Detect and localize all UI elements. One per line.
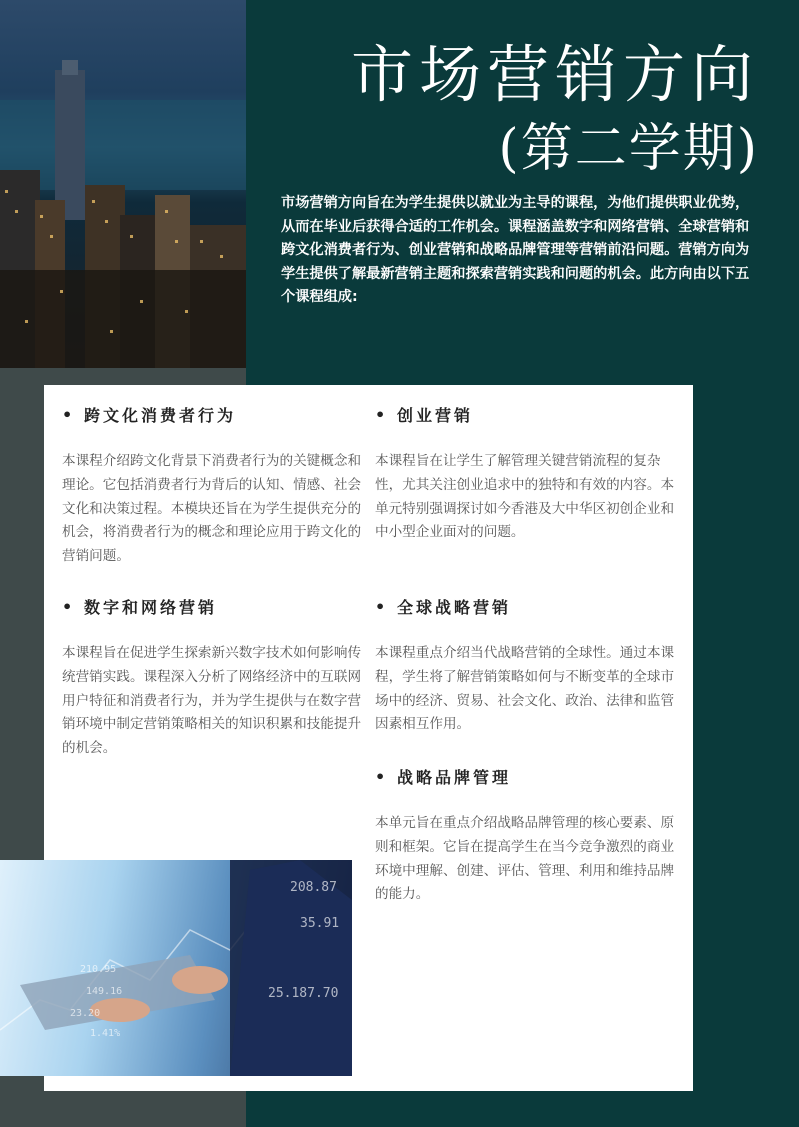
- business-tablet-photo: [0, 860, 352, 1076]
- course-description: 本课程旨在让学生了解管理关键营销流程的复杂性，尤其关注创业追求中的独特和有效的内容。本单元特别强调探讨如今香港及大中华区初创企业和中小型企业面对的问题。: [375, 453, 675, 541]
- bullet: •: [375, 767, 386, 786]
- course-cross-cultural: [62, 403, 362, 569]
- photo-number: 208.87: [290, 880, 337, 895]
- bullet: •: [62, 405, 73, 424]
- course-heading: [375, 765, 675, 788]
- course-brand: [375, 765, 675, 907]
- course-heading: [62, 403, 362, 426]
- photo-number: 23.20: [70, 1008, 101, 1019]
- photo-number: 25.187.70: [268, 986, 339, 1001]
- intro-paragraph: 市场营销方向旨在为学生提供以就业为主导的课程，为他们提供职业优势，从而在毕业后获得合适的工作机会。课程涵盖数字和网络营销、全球营销和跨文化消费者行为、创业营销和战略品牌管理等营销前沿问题。营销方向为学生提供了解最新营销主题和探索营销实践和问题的机会。此方向由以下五个课程组成:: [281, 195, 750, 305]
- title-line-2: (第二学期): [498, 119, 759, 179]
- photo-number: 1.41%: [90, 1028, 121, 1039]
- course-heading: [375, 403, 675, 426]
- photo-number: 35.91: [300, 916, 340, 931]
- course-description: 本课程介绍跨文化背景下消费者行为的关键概念和理论。它包括消费者行为背后的认知、情感、社会文化和决策过程。本模块还旨在为学生提供充分的机会，将消费者行为的概念和理论应用于跨文化的营销问题。: [62, 453, 362, 565]
- bullet: •: [375, 405, 386, 424]
- bullet: •: [62, 597, 73, 616]
- course-title: 战略品牌管理: [397, 768, 512, 787]
- course-global: [375, 595, 675, 737]
- title-line-1: 市场营销方向: [350, 38, 759, 111]
- course-description: 本单元旨在重点介绍战略品牌管理的核心要素、原则和框架。它旨在提高学生在当今竞争激烈的商业环境中理解、创建、评估、管理、利用和维持品牌的能力。: [375, 815, 675, 903]
- photo-number: 210.95: [80, 964, 117, 975]
- course-title: 数字和网络营销: [84, 598, 218, 617]
- photo-number: 149.16: [86, 986, 123, 997]
- course-heading: [375, 595, 675, 618]
- course-description: 本课程旨在促进学生探索新兴数字技术如何影响传统营销实践。课程深入分析了网络经济中的互联网用户特征和消费者行为，并为学生提供与在数字营销环境中制定营销策略相关的知识积累和技能提升的机会。: [62, 645, 362, 757]
- course-digital: [62, 595, 362, 761]
- course-entrepreneurial: [375, 403, 675, 545]
- course-heading: [62, 595, 362, 618]
- course-title: 创业营销: [397, 406, 474, 425]
- course-title: 跨文化消费者行为: [84, 406, 237, 425]
- city-skyline-photo: [0, 0, 246, 368]
- course-description: 本课程重点介绍当代战略营销的全球性。通过本课程，学生将了解营销策略如何与不断变革的全球市场中的经济、贸易、社会文化、政治、法律和监管因素相互作用。: [375, 645, 675, 733]
- page-title: [351, 38, 759, 186]
- bullet: •: [375, 597, 386, 616]
- city-skyline-illustration: [0, 0, 246, 368]
- course-title: 全球战略营销: [397, 598, 512, 617]
